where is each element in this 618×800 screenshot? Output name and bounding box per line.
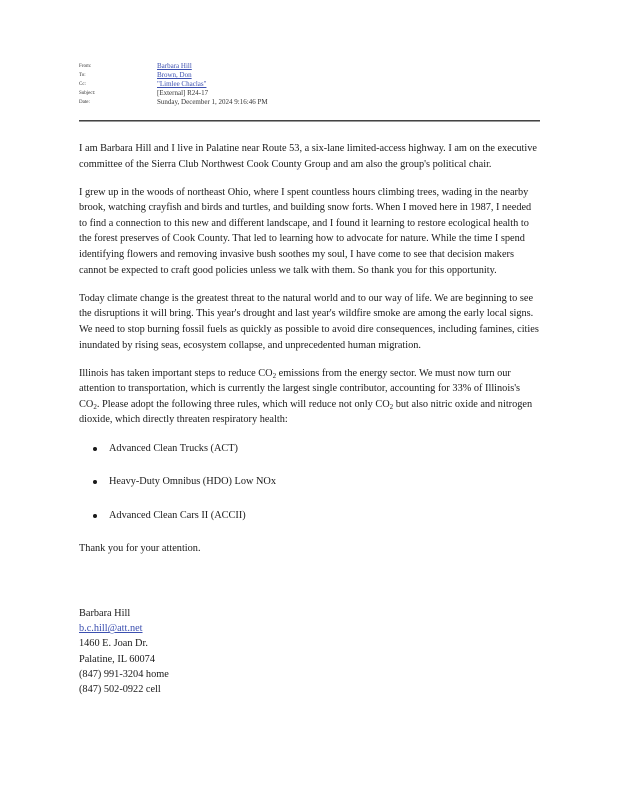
closing-line: Thank you for your attention. — [79, 543, 201, 555]
co2-subscript: 2 — [389, 402, 394, 411]
request-text-4: but also nitric oxide and nitrogen dioxide, which directly threaten respiratory health: — [79, 398, 533, 426]
from-row — [79, 62, 541, 71]
signature-email-link[interactable]: b.c.hill@att.net — [79, 623, 143, 635]
list-item: Heavy-Duty Omnibus (HDO) Low NOx — [109, 474, 541, 490]
co2-subscript: 2 — [272, 371, 277, 380]
signature-phone-cell: (847) 502-0922 cell — [79, 684, 161, 696]
co2-subscript: 2 — [93, 402, 97, 411]
request-text-2: emissions from the energy sector. We must now turn our attention to transportation, which is currently the largest single contributor, accounting for 33% of Illinois's CO — [79, 367, 521, 410]
signature-street: 1460 E. Joan Dr. — [79, 638, 148, 650]
date-label: Date: — [79, 100, 90, 105]
cc-link[interactable]: "Limlee Chaclas" — [157, 80, 207, 88]
signature-block — [79, 606, 169, 697]
paragraph-request — [79, 366, 541, 428]
request-text-1: Illinois has taken important steps to reduce CO — [79, 367, 273, 379]
from-label: From: — [79, 64, 92, 69]
signature-phone-home: (847) 991-3204 home — [79, 668, 169, 680]
request-text-3: . Please adopt the following three rules, which will reduce not only CO — [96, 398, 390, 410]
list-item: Advanced Clean Cars II (ACCII) — [109, 508, 541, 524]
to-row — [79, 71, 541, 80]
date-value: Sunday, December 1, 2024 9:16:46 PM — [157, 98, 268, 106]
list-item: Advanced Clean Trucks (ACT) — [109, 441, 541, 457]
paragraph-intro: I am Barbara Hill and I live in Palatine near Route 53, a six-lane limited-access highway. I am on the executive committee of the Sierra Club Northwest Cook County Group and am also the group's political chair. — [79, 143, 537, 170]
rules-list — [79, 441, 541, 524]
to-link[interactable]: Brown, Don — [157, 71, 192, 79]
email-header — [79, 62, 541, 107]
subject-value: [External] R24-17 — [157, 89, 209, 97]
subject-row — [79, 89, 541, 98]
cc-row — [79, 80, 541, 89]
from-link[interactable]: Barbara Hill — [157, 62, 192, 70]
header-divider — [79, 120, 540, 122]
signature-name: Barbara Hill — [79, 608, 131, 619]
paragraph-background: I grew up in the woods of northeast Ohio, where I spent countless hours climbing trees, wading in the nearby brook, watching crayfish and birds and turtles, and building snow forts. When I moved here in 1987, I needed to find a connection to this new and different landscape, and I found it learning to restore ecological health to the forest preserves of Cook County. That led to learning how to advocate for nature. While the time I spend identifying flowers and removing invasive bush soothes my soul, I have come to see that decision makers cannot be expected to craft good policies unless we talk with them. So thank you for this opportunity. — [79, 186, 532, 276]
paragraph-climate: Today climate change is the greatest threat to the natural world and to our way of life. We are beginning to see the disruptions it will bring. This year's drought and last year's wildfire smoke are among the early local signs. We need to stop burning fossil fuels as quickly as possible to avoid dire consequences, including famines, cities inundated by rising seas, ecosystem collapse, and unprecedented human migration. — [79, 292, 539, 351]
subject-label: Subject: — [79, 91, 96, 96]
date-row — [79, 98, 541, 107]
to-label: To: — [79, 73, 86, 78]
signature-city: Palatine, IL 60074 — [79, 653, 155, 665]
cc-label: Cc: — [79, 82, 86, 87]
email-body — [79, 141, 541, 569]
